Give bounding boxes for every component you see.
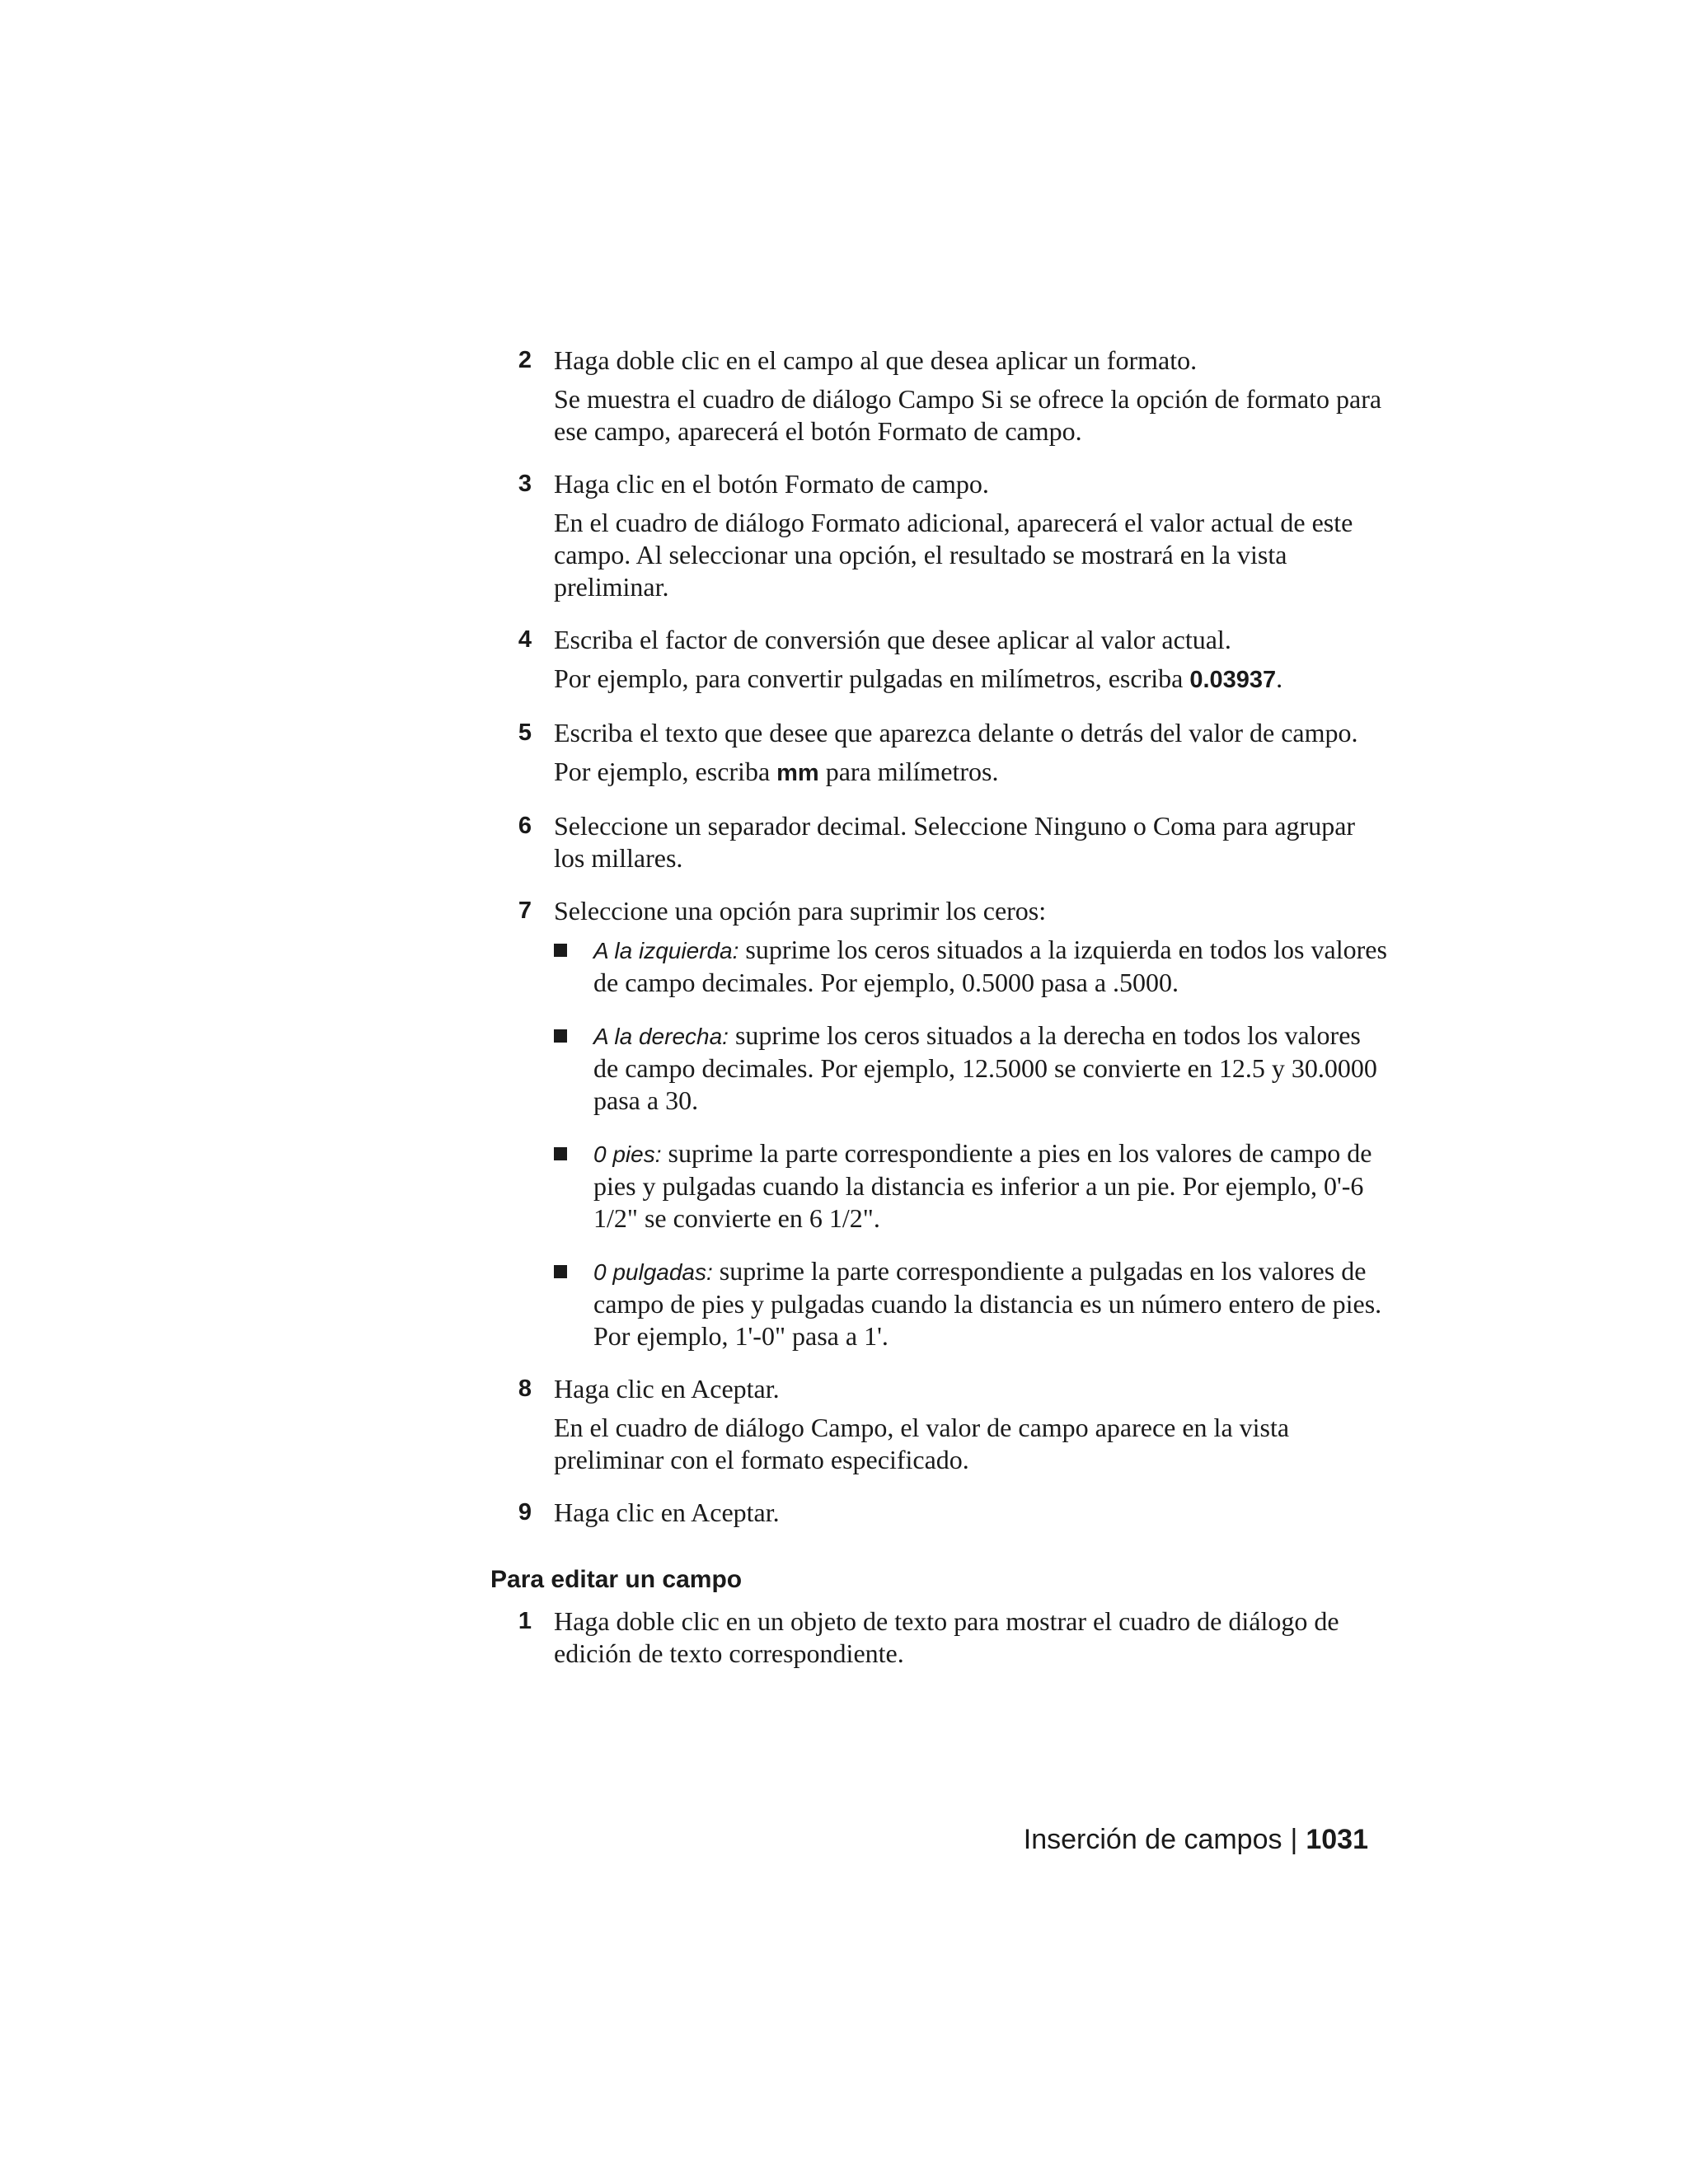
option-term: A la derecha: [593,1024,729,1049]
bullet-text [593,934,1389,999]
step-instruction: Haga doble clic en un objeto de texto para mostrar el cuadro de diálogo de edición de texto correspondiente. [554,1606,1339,1668]
list-item [554,934,1389,999]
step-body [554,1497,1389,1529]
step-item [499,624,1389,696]
step-detail: Se muestra el cuadro de diálogo Campo Si se ofrece la opción de formato para ese campo, aparecerá el botón Formato de campo. [554,384,1382,446]
step-item [499,1497,1389,1529]
step-item [499,344,1389,448]
step-detail [554,756,1389,790]
step-number: 6 [518,813,532,839]
bullet-square-icon [554,1137,593,1169]
list-item [554,1019,1389,1117]
section-heading: Para editar un campo [490,1566,743,1593]
option-description: suprime los ceros situados a la izquierda en todos los valores de campo decimales. Por ejemplo, 0.5000 pasa a .5000. [593,935,1387,997]
page-footer [1024,1823,1368,1856]
step-body [554,624,1389,696]
step-body [554,468,1389,603]
step-detail [554,663,1389,696]
bullet-text [593,1137,1389,1235]
bullet-text [593,1019,1389,1117]
step-item [499,1373,1389,1476]
step-body [554,895,1389,1352]
step-number: 3 [518,471,532,497]
bullet-square-icon [554,1019,593,1052]
step-number: 9 [518,1499,532,1526]
unit-suffix-value: mm [776,760,819,786]
step-instruction: Haga clic en Aceptar. [554,1374,780,1404]
option-description: suprime la parte correspondiente a pies en los valores de campo de pies y pulgadas cuando la distancia es inferior a un pie. Por ejemplo, 0'-6 1/2" se convierte en 6 1/2". [593,1138,1372,1233]
list-item [554,1137,1389,1235]
step-detail: En el cuadro de diálogo Formato adicional, aparecerá el valor actual de este campo. Al seleccionar una opción, el resultado se mostrará en la vista preliminar. [554,508,1353,602]
footer-section-title: Inserción de campos [1023,1824,1282,1855]
list-item [554,1255,1389,1352]
step-item [499,810,1389,874]
zero-suppression-options [554,934,1389,1352]
bullet-square-icon [554,934,593,966]
step-instruction: Escriba el factor de conversión que desee aplicar al valor actual. [554,625,1231,654]
option-term: A la izquierda: [593,938,739,963]
step-instruction: Escriba el texto que desee que aparezca delante o detrás del valor de campo. [554,718,1358,748]
step-number: 1 [518,1608,532,1634]
option-term: 0 pies: [593,1141,662,1167]
option-term: 0 pulgadas: [593,1259,713,1285]
step-body [554,810,1389,874]
step-instruction: Haga clic en Aceptar. [554,1497,780,1527]
step-detail-text: . [1276,663,1283,693]
conversion-factor-value: 0.03937 [1189,667,1277,693]
step-number: 5 [518,719,532,746]
step-item [499,468,1389,603]
step-number: 2 [518,347,532,373]
step-item [499,895,1389,1352]
footer-separator: | [1290,1824,1298,1855]
step-item [499,1605,1389,1670]
step-number: 4 [518,626,532,653]
option-description: suprime los ceros situados a la derecha en todos los valores de campo decimales. Por ejemplo, 12.5000 se convierte en 12.5 y 30.0000 pasa a 30. [593,1020,1377,1115]
step-body [554,1605,1389,1670]
step-instruction: Seleccione un separador decimal. Seleccione Ninguno o Coma para agrupar los millares. [554,811,1356,873]
step-detail: En el cuadro de diálogo Campo, el valor de campo aparece en la vista preliminar con el formato especificado. [554,1413,1290,1474]
step-number: 8 [518,1376,532,1402]
step-number: 7 [518,898,532,924]
page-content [490,344,1389,1670]
step-body [554,717,1389,790]
step-body [554,1373,1389,1476]
step-detail-text: Por ejemplo, escriba [554,757,777,786]
step-instruction: Haga doble clic en el campo al que desea aplicar un formato. [554,345,1198,375]
bullet-text [593,1255,1389,1352]
step-detail-text: Por ejemplo, para convertir pulgadas en milímetros, escriba [554,663,1190,693]
step-instruction: Seleccione una opción para suprimir los ceros: [554,896,1047,926]
step-instruction: Haga clic en el botón Formato de campo. [554,469,989,499]
page-number: 1031 [1306,1824,1368,1855]
bullet-square-icon [554,1255,593,1287]
option-description: suprime la parte correspondiente a pulgadas en los valores de campo de pies y pulgadas cuando la distancia es un número entero de pies. Por ejemplo, 1'-0" pasa a 1'. [593,1256,1382,1351]
step-item [499,717,1389,790]
step-body [554,344,1389,448]
step-detail-text: para milímetros. [818,757,999,786]
